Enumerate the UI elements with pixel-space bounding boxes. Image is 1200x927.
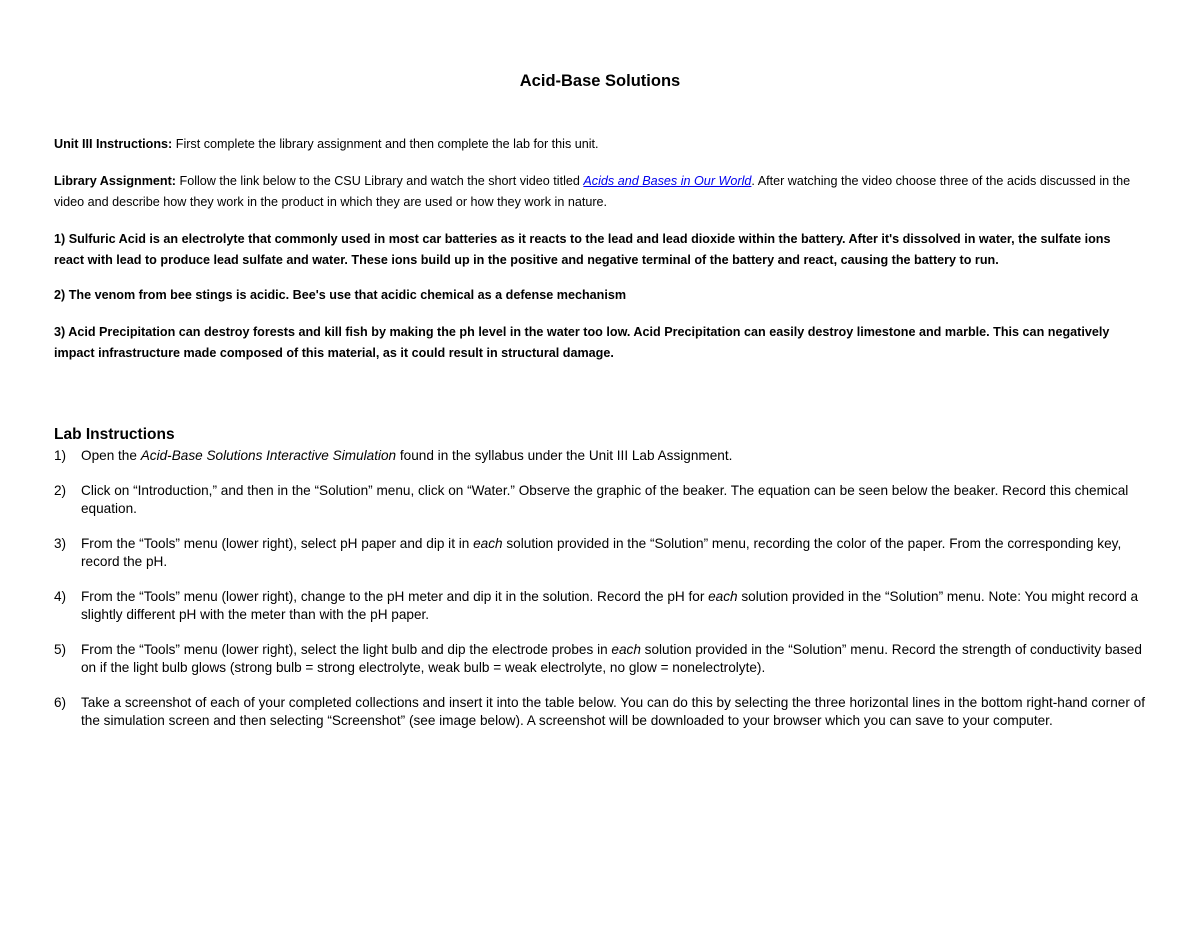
lab-step: [54, 535, 1154, 571]
lab-step-number: 3): [54, 536, 67, 551]
lab-step-number: 1): [54, 448, 67, 463]
lab-step-text: Take a screenshot of each of your completed collections and insert it into the table below. You can do this by selecting the three horizontal lines in the bottom right-hand corner of the simulation screen and then selecting “Screenshot” (see image below). A screenshot will be downloaded to your browser which you can save to your computer.: [81, 695, 1145, 728]
lab-step-text: From the “Tools” menu (lower right), select the light bulb and dip the electrode probes in each solution provided in the “Solution” menu. Record the strength of conductivity based on if the light bulb glows (strong bulb = strong electrolyte, weak bulb = weak electrolyte, no glow = nonelectrolyte).: [81, 642, 1142, 675]
answer-2: 2) The venom from bee stings is acidic. Bee's use that acidic chemical as a defense mechanism: [54, 288, 627, 302]
lab-step-number: 6): [54, 695, 67, 710]
lab-step-number: 5): [54, 642, 67, 657]
lab-step-text: Open the Acid-Base Solutions Interactive Simulation found in the syllabus under the Unit III Lab Assignment.: [81, 448, 733, 463]
lab-step: [54, 482, 1154, 518]
lab-step: [54, 447, 1154, 465]
library-assignment-text-before: Follow the link below to the CSU Library and watch the short video titled: [176, 174, 584, 188]
library-assignment-text-after: . After watching the video choose three of the acids discussed in the video and describe how they work in the product in which they are used or how they work in nature.: [54, 174, 1131, 209]
lab-step: [54, 694, 1154, 730]
page-title: Acid-Base Solutions: [519, 72, 681, 90]
video-link[interactable]: Acids and Bases in Our World: [583, 174, 752, 188]
answer-3: 3) Acid Precipitation can destroy forests and kill fish by making the ph level in the water too low. Acid Precipitation can easily destroy limestone and marble. This can negatively impact infrastructure made composed of this material, as it could result in structural damage.: [54, 325, 1110, 360]
unit-instructions: [54, 134, 1144, 155]
lab-step: [54, 641, 1154, 677]
unit-instructions-label: Unit III Instructions:: [54, 137, 173, 151]
library-assignment-label: Library Assignment:: [54, 174, 176, 188]
lab-step-number: 2): [54, 483, 67, 498]
lab-step-text: From the “Tools” menu (lower right), select pH paper and dip it in each solution provided in the “Solution” menu, recording the color of the paper. From the corresponding key, record the pH.: [81, 536, 1122, 569]
library-assignment: [54, 171, 1144, 213]
lab-step-text: Click on “Introduction,” and then in the “Solution” menu, click on “Water.” Observe the graphic of the beaker. The equation can be seen below the beaker. Record this chemical equation.: [81, 483, 1129, 516]
lab-step-number: 4): [54, 589, 67, 604]
answer-1: 1) Sulfuric Acid is an electrolyte that commonly used in most car batteries as it reacts to the lead and lead dioxide within the battery. After it's dissolved in water, the sulfate ions react with lead to produce lead sulfate and water. These ions build up in the positive and negative terminal of the battery and react, causing the battery to run.: [54, 232, 1111, 267]
lab-step-text: From the “Tools” menu (lower right), change to the pH meter and dip it in the solution. Record the pH for each solution provided in the “Solution” menu. Note: You might record a slightly different pH with the meter than with the pH paper.: [81, 589, 1139, 622]
unit-instructions-text: First complete the library assignment and then complete the lab for this unit.: [172, 137, 599, 151]
lab-instructions-heading: Lab Instructions: [54, 426, 175, 443]
lab-step: [54, 588, 1154, 624]
lab-instructions-list: [54, 447, 1154, 747]
